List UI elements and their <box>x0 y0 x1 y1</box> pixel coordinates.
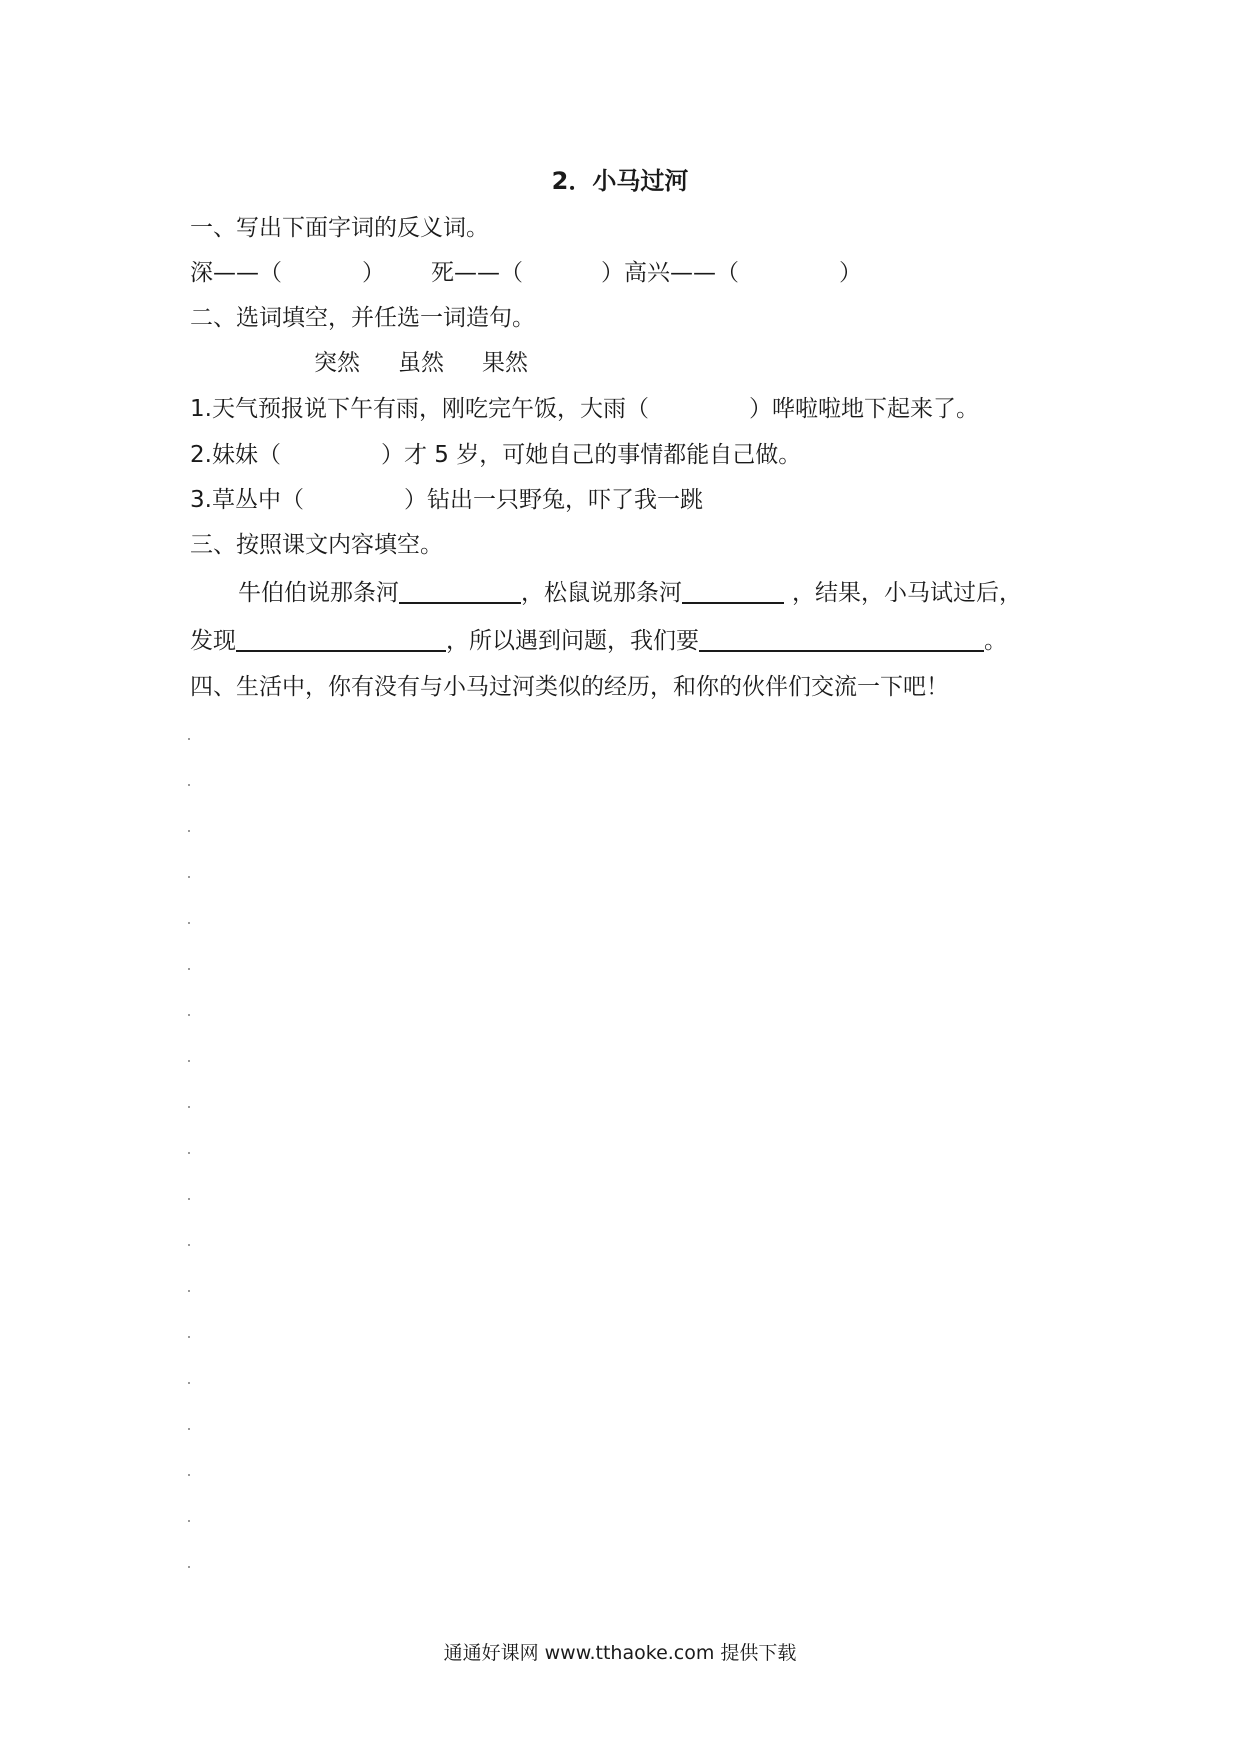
word-option: 果然 <box>482 350 528 376</box>
writing-dot <box>188 1014 190 1016</box>
fill-paragraph-line-1: 牛伯伯说那条河 ，松鼠说那条河 ，结果，小马试过后， <box>238 580 1022 606</box>
antonym-happy: ）高兴——（ <box>601 260 739 286</box>
writing-dot <box>188 1290 190 1292</box>
writing-dot <box>188 1106 190 1108</box>
fill-blank <box>236 626 446 652</box>
question-1: 1.天气预报说下午有雨，刚吃完午饭，大雨（ ）哗啦啦地下起来了。 <box>190 396 979 422</box>
writing-dot <box>188 1244 190 1246</box>
section-2-heading: 二、选词填空，并任选一词造句。 <box>190 305 535 331</box>
writing-dot <box>188 1428 190 1430</box>
writing-dot <box>188 1474 190 1476</box>
writing-dot <box>188 1520 190 1522</box>
question-3: 3.草丛中（ ）钻出一只野兔，吓了我一跳 <box>190 487 703 513</box>
writing-dot <box>188 876 190 878</box>
writing-dot <box>188 738 190 740</box>
section-1-heading: 一、写出下面字词的反义词。 <box>190 215 489 241</box>
antonym-dead: 死——（ <box>431 260 523 286</box>
fill-blank <box>682 578 784 604</box>
antonym-row: 深——（ ） 死——（ ）高兴——（ ） <box>190 260 862 286</box>
word-option: 虽然 <box>398 350 444 376</box>
word-bank <box>314 348 528 378</box>
writing-dot <box>188 830 190 832</box>
question-2: 2.妹妹（ ）才 5 岁，可她自己的事情都能自己做。 <box>190 442 802 468</box>
word-option: 突然 <box>314 350 360 376</box>
writing-dot <box>188 1566 190 1568</box>
writing-dot <box>188 922 190 924</box>
fill-blank <box>399 578 521 604</box>
footer-credit: 通通好课网 www.tthaoke.com 提供下载 <box>443 1642 797 1664</box>
antonym-deep: 深——（ <box>190 260 282 286</box>
fill-paragraph-line-2: 发现 ，所以遇到问题，我们要 。 <box>190 628 1007 654</box>
fill-blank <box>699 626 984 652</box>
writing-dot <box>188 1198 190 1200</box>
writing-dot <box>188 1060 190 1062</box>
writing-dot <box>188 784 190 786</box>
page-title: 2．小马过河 <box>551 167 689 195</box>
writing-dot <box>188 968 190 970</box>
section-3-heading: 三、按照课文内容填空。 <box>190 532 443 558</box>
writing-dot <box>188 1382 190 1384</box>
writing-dot <box>188 1336 190 1338</box>
section-4-heading: 四、生活中，你有没有与小马过河类似的经历，和你的伙伴们交流一下吧！ <box>190 674 949 700</box>
writing-dot <box>188 1152 190 1154</box>
